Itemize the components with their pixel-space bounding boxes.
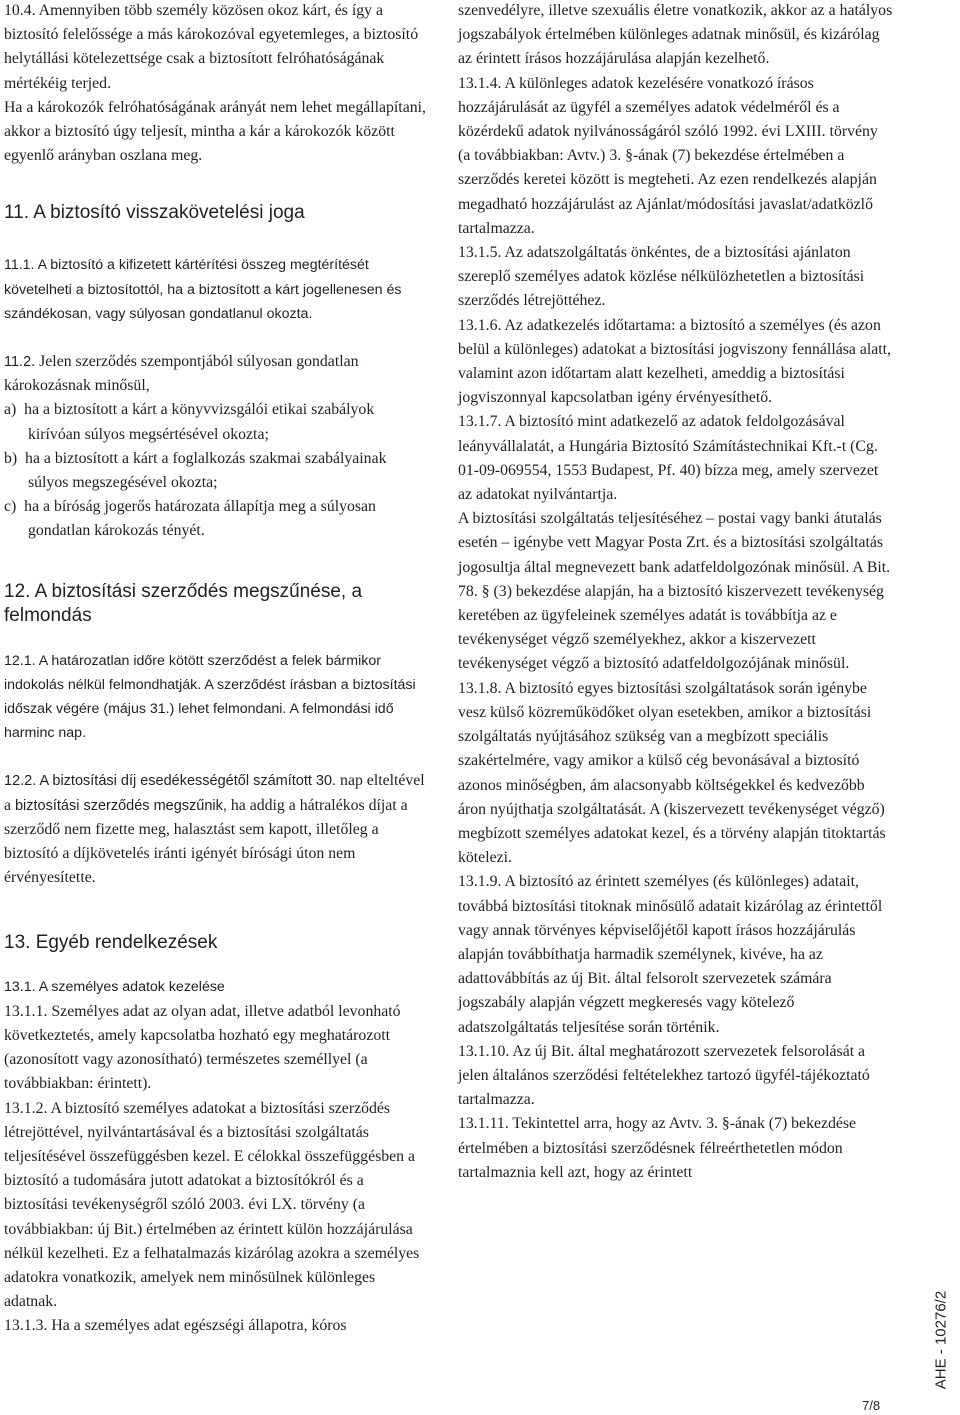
clause-number: 11.2. <box>4 354 36 371</box>
clause-13-1-9: 13.1.9. A biztosító az érintett személyes (és különleges) adatait, továbbá biztosítási titoknak minősülő adatait kizárólag az érintettől vagy annak törvényes képviselőjétől kapott írásos hozzájárulás alapján továbbíthatja harmadik személynek, kivéve, ha az adattovábbítás az új Bit. által felsorolt szervezetek számára jogszabály alapján végzett megkeresés vagy kötelező adatszolgáltatás teljesítése során történik. <box>458 873 883 1036</box>
section-heading-12: 12. A biztosítási szerződés megszűnése, a felmondás <box>4 580 363 626</box>
clause-13-1-6: 13.1.6. Az adatkezelés időtartama: a biztosító a személyes (és azon belül a különleges) adatokat a biztosítási jogviszony fennállása alatt, valamint azon időtartam alatt kezelheti, ameddig a biztosítási jogviszonnyal kapcsolatban igény érvényesíthető. <box>458 316 891 407</box>
left-column <box>4 0 429 1339</box>
clause-13-1-3: 13.1.3. Ha a személyes adat egészségi állapotra, kóros <box>4 1317 347 1335</box>
spacer <box>4 890 429 921</box>
clause-text: ha addig a hátralékos díjat a szerződő nem fizette meg, halasztást sem kapott, illetőleg a biztosító a díjkövetelés iránti igényét bírósági úton nem érvényesítette. <box>4 796 408 887</box>
clause-11-2 <box>4 350 429 398</box>
spacer <box>4 326 429 350</box>
list-item-a: a) ha a biztosított a kárt a könyvvizsgálói etikai szabályok kirívóan súlyos megsértésével okozta; <box>4 401 375 443</box>
clause-13-1-3-continued: szenvedélyre, illetve szexuális életre vonatkozik, akkor az a hatályos jogszabályok értelmében különleges adatnak minősül, és kizárólag az érintett írásos hozzájárulása alapján kezelhető. <box>458 2 893 68</box>
list-item-b: b) ha a biztosított a kárt a foglalkozás szakmai szabályainak súlyos megszegésével okozta; <box>4 449 387 492</box>
spacer <box>4 544 429 575</box>
list-item-c: c) ha a bíróság jogerős határozata állapítja meg a súlyosan gondatlan károkozás tényét. <box>4 498 376 540</box>
clause-text: Jelen szerződés szempontjából súlyosan gondatlan károkozásnak minősül, <box>4 353 359 395</box>
clause-13-1-7: 13.1.7. A biztosító mint adatkezelő az adatok feldolgozásával leányvállalatát, a Hungária Biztosító Számítástechnikai Kft.-t (Cg. 01-09-069554, 1553 Budapest, Pf. 40) bízza meg, amely szervezet az adatokat nyilvántartja. <box>458 413 879 504</box>
right-column <box>458 0 893 1185</box>
clause-text: nap elteltével a <box>4 772 425 814</box>
paragraph-10-4: 10.4. Amennyiben több személy közösen okoz kárt, és így a biztosító felelőssége a más károkozóval egyetemleges, a biztosító helytállási kötelezettsége csak a biztosított felróhatóságának mértékéig terjed. <box>4 2 419 92</box>
section-heading-13: 13. Egyéb rendelkezések <box>4 932 218 954</box>
clause-13-1-10: 13.1.10. Az új Bit. által meghatározott szervezetek felsorolását a jelen általános szerződési feltételekhez tartozó ügyfél-tájékoztató tartalmazza. <box>458 1042 870 1109</box>
spacer <box>4 628 429 649</box>
section-heading-11: 11. A biztosító visszakövetelési joga <box>4 202 305 224</box>
clause-13-1-5: 13.1.5. Az adatszolgáltatás önkéntes, de a biztosítási ajánlaton szereplő személyes adatok közlése nélkülözhetetlen a biztosítási szerződés létrejöttéhez. <box>458 244 865 310</box>
spacer <box>4 225 429 249</box>
clause-13-1-7-continued: A biztosítási szolgáltatás teljesítéséhez – postai vagy banki átutalás esetén – igénybe vett Magyar Posta Zrt. és a biztosítási szolgáltatás jogosultja által megnevezett bank adatfeldolgozónak minősül. A Bit. 78. § (3) bekezdése alapján, ha a biztosító kiszervezett tevékenység keretében az ügyfeleinek személyes adatát is továbbítja az e tevékenységet végző személyekhez, akkor a kiszervezett tevékenységet végző a biztosító adatfeldolgozójának minősül. <box>458 510 891 673</box>
paragraph-10-4-continued: Ha a károkozók felróhatóságának arányát nem lehet megállapítani, akkor a biztosító úgy teljesít, mintha a kár a károkozók között egyenlő arányban oszlana meg. <box>4 98 426 165</box>
clause-13-1-8: 13.1.8. A biztosító egyes biztosítási szolgáltatások során igénybe vesz külső közreműködőket olyan esetekben, amikor a biztosítási szolgáltatás nyújtásához szükség van a megbízott speciális szakértelmére, vagy amikor a külső cég bevonásával a biztosító azonos minőségben, ám alacsonyabb költségekkel és kedvezőbb áron nyújthatja szolgáltatását. A (kiszervezett tevékenységet végző) megbízott személyes adatokat kezel, és a törvény alapján titoktartás kötelezi. <box>458 679 886 867</box>
clause-11-1: 11.1. A biztosító a kifizetett kártérítési összeg megtérítését követelheti a biztosítottól, ha a biztosított a kárt jogellenesen és szándékosan, vagy súlyosan gondatlanul okozta. <box>4 257 402 322</box>
spacer <box>4 955 429 975</box>
clause-text: 12.2. A biztosítási díj esedékességétől számított 30. <box>4 773 337 790</box>
clause-13-1-2: 13.1.2. A biztosító személyes adatokat a biztosítási szerződés létrejöttével, nyilvántartásával és a biztosítási szolgáltatás teljesítésével összefüggésben kezel. E célokkal összefüggésben a biztosító a tudomására jutott adatokat a biztosítókról és a biztosítási tevékenységről szóló 2003. évi LX. törvény (a továbbiakban: új Bit.) értelmében az érintett külön hozzájárulása nélkül kezelheti. Ez a felhatalmazás kizárólag azokra a személyes adatokra vonatkozik, amelyek nem minősülnek különleges adatnak. <box>4 1099 420 1311</box>
document-code-text: AHE - 10276/2 <box>932 1290 949 1390</box>
clause-13-1-11: 13.1.11. Tekintettel arra, hogy az Avtv. 3. §-ának (7) bekezdése értelmében a biztosítási szerződésnek félreérthetetlen módon tartalmaznia kell azt, hogy az érintett <box>458 1115 857 1181</box>
clause-13-1-4: 13.1.4. A különleges adatok kezelésére vonatkozó írásos hozzájárulását az ügyfél a személyes adatok védelméről és a közérdekű adatok nyilvánosságáról szóló 1992. évi LXIII. törvény (a továbbiakban: Avtv.) 3. §-ának (7) bekezdése értelmében a szerződés keretei között is megteheti. Az ezen rendelkezés alapján megadható hozzájárulást az Ajánlat/módosítási javaslat/adatközlő tartalmazza. <box>458 74 878 237</box>
page-number: 7/8 <box>862 1398 881 1413</box>
spacer <box>4 168 429 199</box>
document-code <box>928 1290 953 1390</box>
clause-12-1: 12.1. A határozatlan időre kötött szerződést a felek bármikor indokolás nélkül felmondhatják. A szerződést írásban a biztosítási időszak végére (május 31.) lehet felmondani. A felmondási idő harminc nap. <box>4 652 416 742</box>
clause-13-1-1: 13.1.1. Személyes adat az olyan adat, illetve adatból levonható következtetés, amely kapcsolatba hozható egy meghatározott (azonosított vagy azonosítható) természetes személlyel (a továbbiakban: érintett). <box>4 1002 401 1093</box>
emphasis-text: biztosítási szerződés megszűnik, <box>14 797 227 814</box>
subsection-heading-13-1: 13.1. A személyes adatok kezelése <box>4 979 225 996</box>
clause-12-2 <box>4 769 429 890</box>
spacer <box>4 745 429 769</box>
